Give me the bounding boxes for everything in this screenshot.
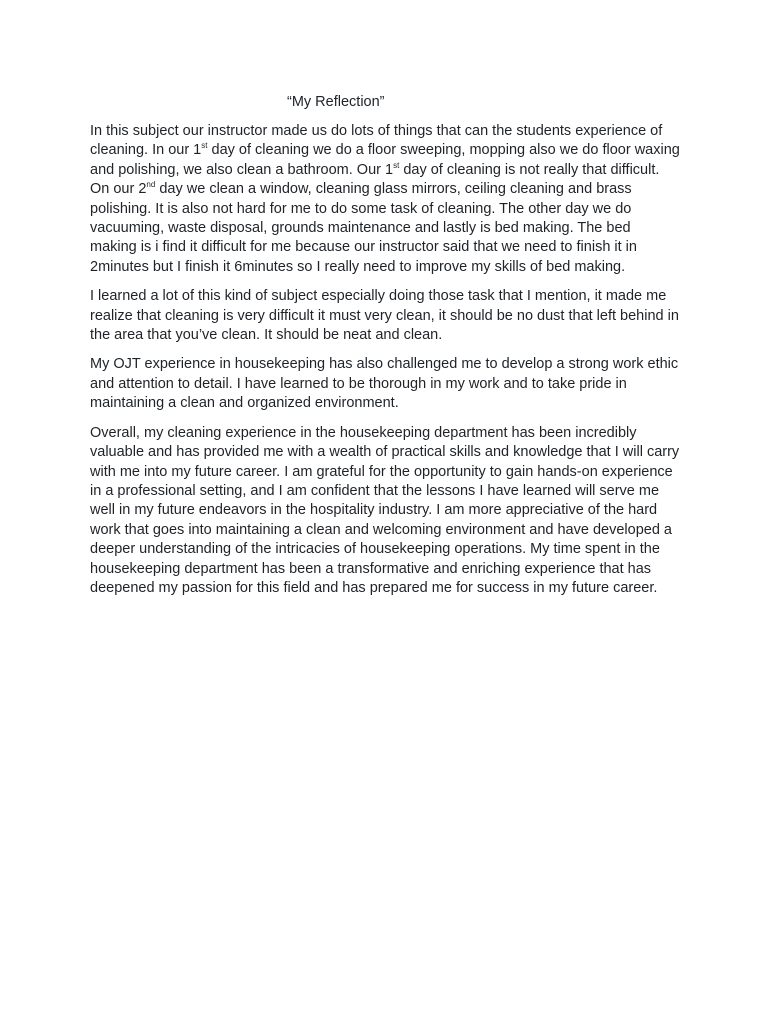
- ordinal-suffix: st: [201, 141, 208, 151]
- body-paragraph: [90, 355, 680, 413]
- text-run: Overall, my cleaning experience in the housekeeping department has been incredibly valuable and has provided me with a wealth of practical skills and knowledge that I will carry with me into my future career. I am grateful for the opportunity to gain hands-on experience in a professional setting, and I am confident that the lessons I have learned will serve me well in my future endeavors in the hospitality industry. I am more appreciative of the hard work that goes into maintaining a clean and welcoming environment and have developed a deeper understanding of the intricacies of housekeeping operations. My time spent in the housekeeping department has been a transformative and enriching experience that has deepened my passion for this field and has prepared me for success in my future career.: [90, 424, 680, 596]
- document-title: “My Reflection”: [287, 94, 385, 110]
- ordinal-suffix: nd: [146, 180, 156, 190]
- document-body: [90, 122, 680, 608]
- body-paragraph: [90, 122, 680, 277]
- text-run: My OJT experience in housekeeping has also challenged me to develop a strong work ethic and attention to detail. I have learned to be thorough in my work and to take pride in maintaining a clean and organized environment.: [90, 356, 679, 412]
- ordinal-suffix: st: [393, 160, 400, 170]
- text-run: day we clean a window, cleaning glass mirrors, ceiling cleaning and brass polishing. It is also not hard for me to do some task of cleaning. The other day we do vacuuming, waste disposal, grounds maintenance and lastly is bed making. The bed making is i find it difficult for me because our instructor said that we need to finish it in 2minutes but I finish it 6minutes so I really need to improve my skills of bed making.: [90, 181, 637, 275]
- text-run: I learned a lot of this kind of subject especially doing those task that I mention, it made me realize that cleaning is very difficult it must very clean, it should be no dust that left behind in the area that you’ve clean. It should be neat and clean.: [90, 288, 679, 344]
- text-run: day of cleaning we do a floor sweeping, mopping also we do floor waxing and polishing, we also clean a bathroom. Our 1: [90, 142, 680, 178]
- text-run: day of cleaning is not really that difficult. On our 2: [90, 161, 660, 198]
- body-paragraph: [90, 287, 680, 345]
- text-run: In this subject our instructor made us do lots of things that can the students experience of cleaning. In our 1: [90, 123, 663, 159]
- body-paragraph: [90, 424, 680, 599]
